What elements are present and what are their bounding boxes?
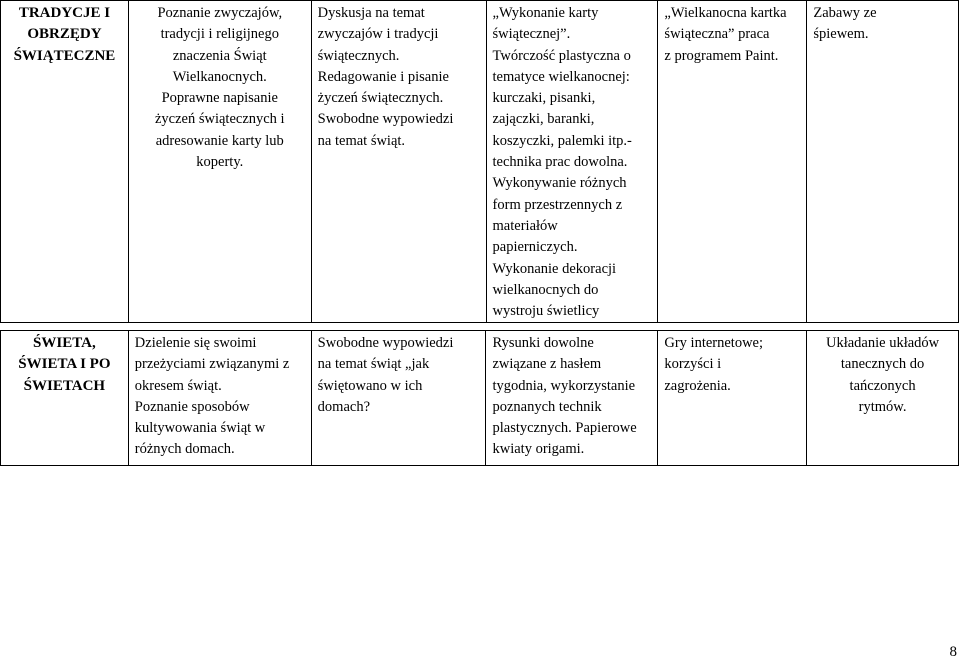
cell-line: świąteczna” praca bbox=[664, 26, 770, 43]
cell-line: Układanie układów bbox=[825, 335, 940, 351]
cell-line: materiałów bbox=[492, 217, 558, 234]
cell-line: Gry internetowe; bbox=[664, 335, 764, 351]
cell-line: na temat świąt „jak bbox=[317, 356, 430, 373]
goals-cell bbox=[128, 1, 311, 323]
computer-activity-cell bbox=[658, 1, 807, 323]
games-cell bbox=[807, 1, 959, 323]
discussion-cell bbox=[311, 331, 486, 466]
cell-line: Poznanie zwyczajów, bbox=[157, 5, 283, 21]
cell-line: Swobodne wypowiedzi bbox=[317, 111, 454, 128]
cell-line: tematyce wielkanocnej: bbox=[492, 68, 630, 85]
computer-activity-cell bbox=[658, 331, 807, 466]
cell-line: życzeń świątecznych. bbox=[317, 90, 444, 107]
cell-line: poznanych technik bbox=[492, 398, 602, 415]
cell-line: Rysunki dowolne bbox=[492, 335, 594, 351]
discussion-cell bbox=[311, 1, 486, 323]
cell-line: Wykonywanie różnych bbox=[492, 175, 627, 192]
cell-line: Wykonanie dekoracji bbox=[492, 260, 617, 277]
cell-line: papierniczych. bbox=[492, 239, 578, 256]
cell-line: wystroju świetlicy bbox=[492, 303, 600, 320]
cell-line: kultywowania świąt w bbox=[134, 420, 266, 437]
cell-line: tygodnia, wykorzystanie bbox=[492, 377, 636, 394]
art-activities-cell bbox=[486, 331, 658, 466]
cell-line: świątecznych. bbox=[317, 47, 400, 64]
cell-line: związane z hasłem bbox=[492, 356, 602, 373]
games-cell bbox=[807, 331, 959, 466]
cell-line: Dzielenie się swoimi bbox=[134, 335, 257, 351]
art-activities-cell bbox=[486, 1, 658, 323]
cell-line: śpiewem. bbox=[813, 26, 869, 43]
cell-line: Swobodne wypowiedzi bbox=[317, 335, 454, 351]
cell-line: technika prac dowolna. bbox=[492, 154, 628, 171]
category-line: ŚWIETA I PO bbox=[18, 356, 111, 373]
cell-line: „Wielkanocna kartka bbox=[664, 5, 787, 21]
table-row bbox=[1, 331, 959, 466]
cell-line: Wielkanocnych. bbox=[172, 68, 267, 85]
category-line: TRADYCJE I bbox=[18, 5, 111, 21]
cell-line: rytmów. bbox=[858, 398, 907, 415]
cell-line: kurczaki, pisanki, bbox=[492, 90, 596, 107]
cell-line: przeżyciami związanymi z bbox=[134, 356, 290, 373]
cell-line: kwiaty origami. bbox=[492, 441, 585, 458]
plan-table-holidays bbox=[0, 330, 959, 466]
cell-line: koperty. bbox=[196, 154, 244, 171]
cell-line: zajączki, baranki, bbox=[492, 111, 595, 128]
cell-line: domach? bbox=[317, 398, 371, 415]
category-line: ŚWIETA, bbox=[33, 335, 96, 351]
category-line: ŚWIETACH bbox=[23, 377, 106, 394]
cell-line: tradycji i religijnego bbox=[160, 26, 279, 43]
page-number: 8 bbox=[949, 644, 957, 660]
cell-line: zagrożenia. bbox=[664, 377, 731, 394]
category-line: ŚWIĄTECZNE bbox=[13, 47, 116, 64]
cell-line: form przestrzennych z bbox=[492, 196, 623, 213]
cell-line: znaczenia Świąt bbox=[172, 47, 267, 64]
cell-line: świątecznej”. bbox=[492, 26, 571, 43]
cell-line: „Wykonanie karty bbox=[492, 5, 599, 21]
cell-line: wielkanocnych do bbox=[492, 281, 599, 298]
cell-line: plastycznych. Papierowe bbox=[492, 420, 637, 437]
category-cell bbox=[1, 1, 129, 323]
cell-line: na temat świąt. bbox=[317, 132, 406, 149]
cell-line: zwyczajów i tradycji bbox=[317, 26, 439, 43]
cell-line: różnych domach. bbox=[134, 441, 235, 458]
cell-line: adresowanie karty lub bbox=[155, 132, 284, 149]
cell-line: z programem Paint. bbox=[664, 47, 779, 64]
cell-line: Dyskusja na temat bbox=[317, 5, 425, 21]
category-line: OBRZĘDY bbox=[27, 26, 102, 43]
goals-cell bbox=[128, 331, 311, 466]
cell-line: Poprawne napisanie bbox=[161, 90, 278, 107]
cell-line: Zabawy ze bbox=[813, 5, 877, 21]
cell-line: Poznanie sposobów bbox=[134, 398, 250, 415]
cell-line: okresem świąt. bbox=[134, 377, 222, 394]
cell-line: Redagowanie i pisanie bbox=[317, 68, 449, 85]
cell-line: świętowano w ich bbox=[317, 377, 423, 394]
cell-line: korzyści i bbox=[664, 356, 722, 373]
cell-line: życzeń świątecznych i bbox=[154, 111, 285, 128]
table-row bbox=[1, 1, 959, 323]
cell-line: tanecznych do bbox=[840, 356, 925, 373]
category-cell bbox=[1, 331, 129, 466]
plan-table-traditions bbox=[0, 0, 959, 323]
cell-line: koszyczki, palemki itp.- bbox=[492, 132, 632, 149]
cell-line: Twórczość plastyczna o bbox=[492, 47, 631, 64]
cell-line: tańczonych bbox=[849, 377, 916, 394]
